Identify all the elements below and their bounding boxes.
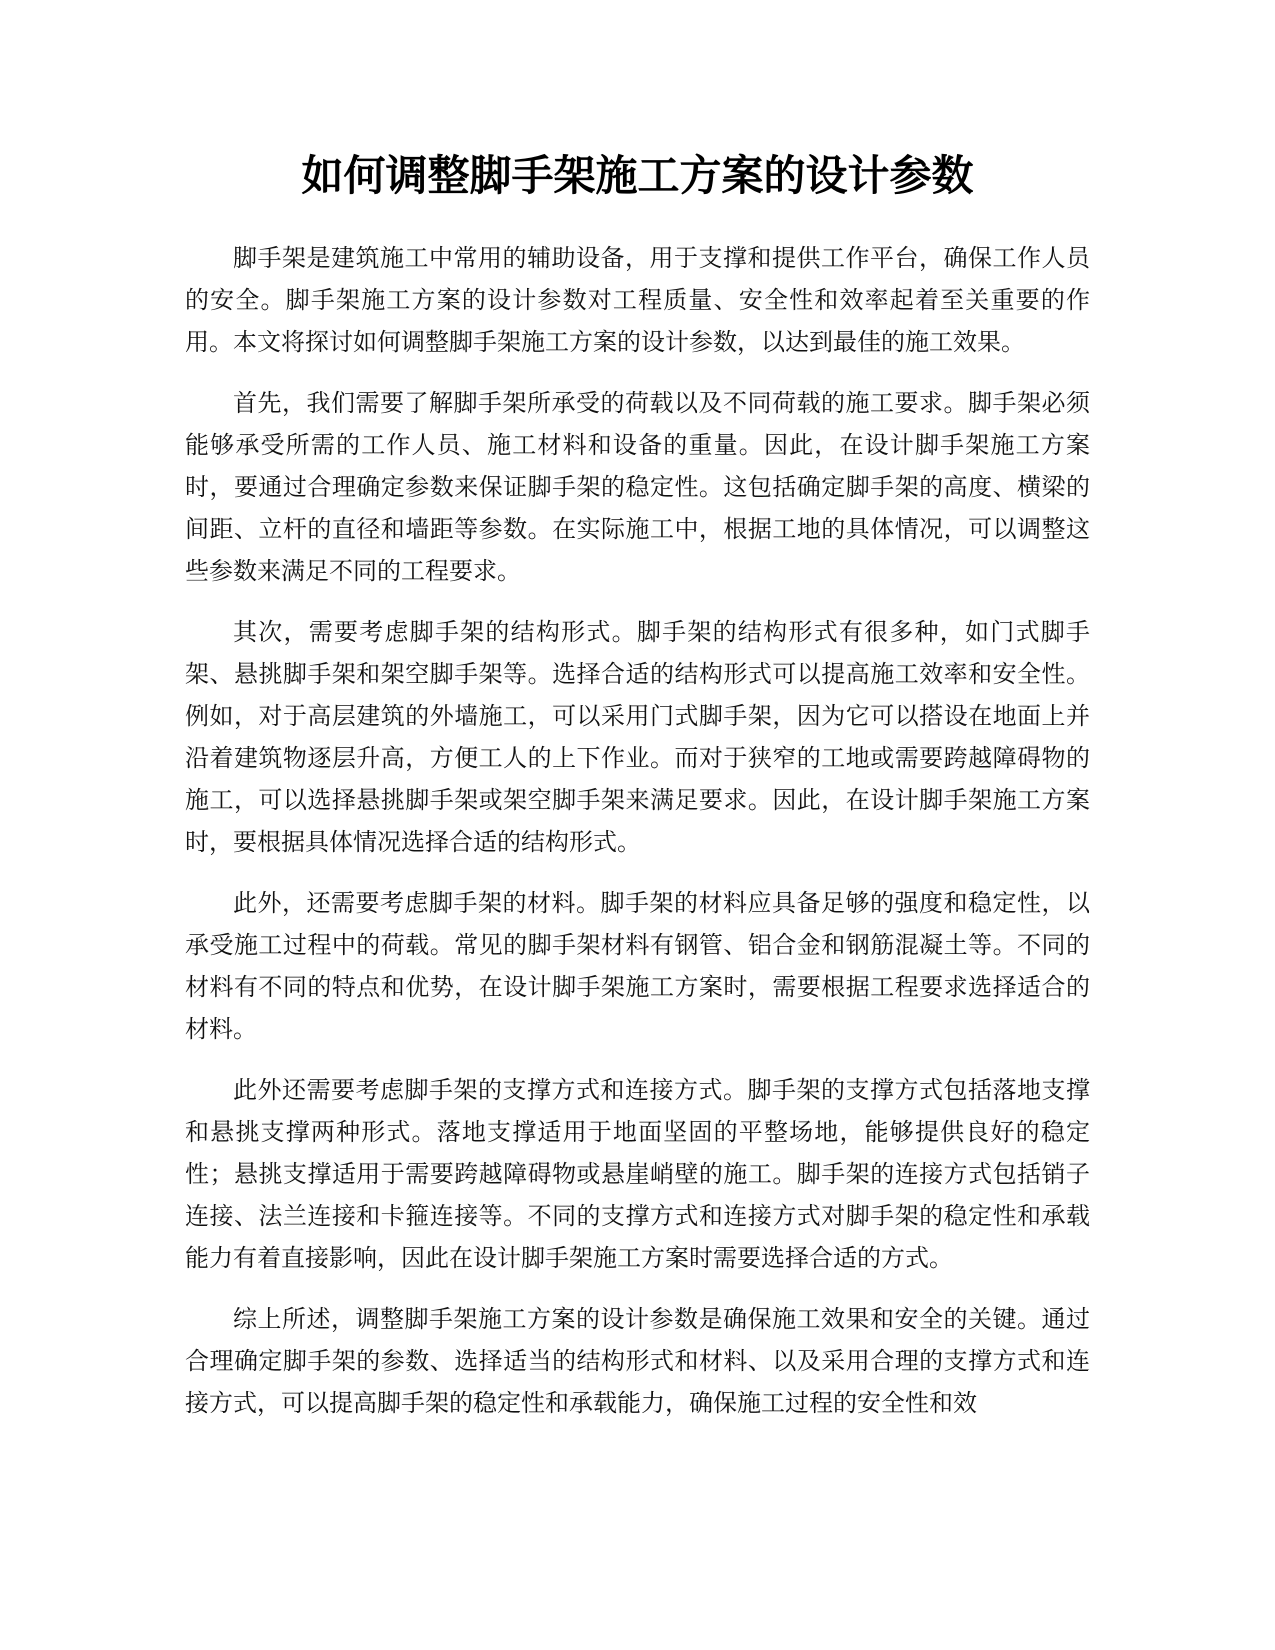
paragraph-3: 其次，需要考虑脚手架的结构形式。脚手架的结构形式有很多种，如门式脚手架、悬挑脚手架和架空脚手架等。选择合适的结构形式可以提高施工效率和安全性。例如，对于高层建筑的外墙施工，可以采用门式脚手架，因为它可以搭设在地面上并沿着建筑物逐层升高，方便工人的上下作业。而对于狭窄的工地或需要跨越障碍物的施工，可以选择悬挑脚手架或架空脚手架来满足要求。因此，在设计脚手架施工方案时，要根据具体情况选择合适的结构形式。 bbox=[185, 618, 1090, 856]
paragraph-5: 此外还需要考虑脚手架的支撑方式和连接方式。脚手架的支撑方式包括落地支撑和悬挑支撑两种形式。落地支撑适用于地面坚固的平整场地，能够提供良好的稳定性；悬挑支撑适用于需要跨越障碍物或悬崖峭壁的施工。脚手架的连接方式包括销子连接、法兰连接和卡箍连接等。不同的支撑方式和连接方式对脚手架的稳定性和承载能力有着直接影响，因此在设计脚手架施工方案时需要选择合适的方式。 bbox=[185, 1076, 1090, 1272]
document-title: 如何调整脚手架施工方案的设计参数 bbox=[301, 151, 974, 200]
document-body bbox=[185, 237, 1090, 1443]
paragraph-1: 脚手架是建筑施工中常用的辅助设备，用于支撑和提供工作平台，确保工作人员的安全。脚手架施工方案的设计参数对工程质量、安全性和效率起着至关重要的作用。本文将探讨如何调整脚手架施工方案的设计参数，以达到最佳的施工效果。 bbox=[185, 244, 1090, 356]
paragraph-4: 此外，还需要考虑脚手架的材料。脚手架的材料应具备足够的强度和稳定性，以承受施工过程中的荷载。常见的脚手架材料有钢管、铝合金和钢筋混凝土等。不同的材料有不同的特点和优势，在设计脚手架施工方案时，需要根据工程要求选择适合的材料。 bbox=[185, 889, 1090, 1043]
paragraph-6: 综上所述，调整脚手架施工方案的设计参数是确保施工效果和安全的关键。通过合理确定脚手架的参数、选择适当的结构形式和材料、以及采用合理的支撑方式和连接方式，可以提高脚手架的稳定性和承载能力，确保施工过程的安全性和效 bbox=[185, 1305, 1090, 1417]
paragraph-2: 首先，我们需要了解脚手架所承受的荷载以及不同荷载的施工要求。脚手架必须能够承受所需的工作人员、施工材料和设备的重量。因此，在设计脚手架施工方案时，要通过合理确定参数来保证脚手架的稳定性。这包括确定脚手架的高度、横梁的间距、立杆的直径和墙距等参数。在实际施工中，根据工地的具体情况，可以调整这些参数来满足不同的工程要求。 bbox=[185, 389, 1090, 585]
